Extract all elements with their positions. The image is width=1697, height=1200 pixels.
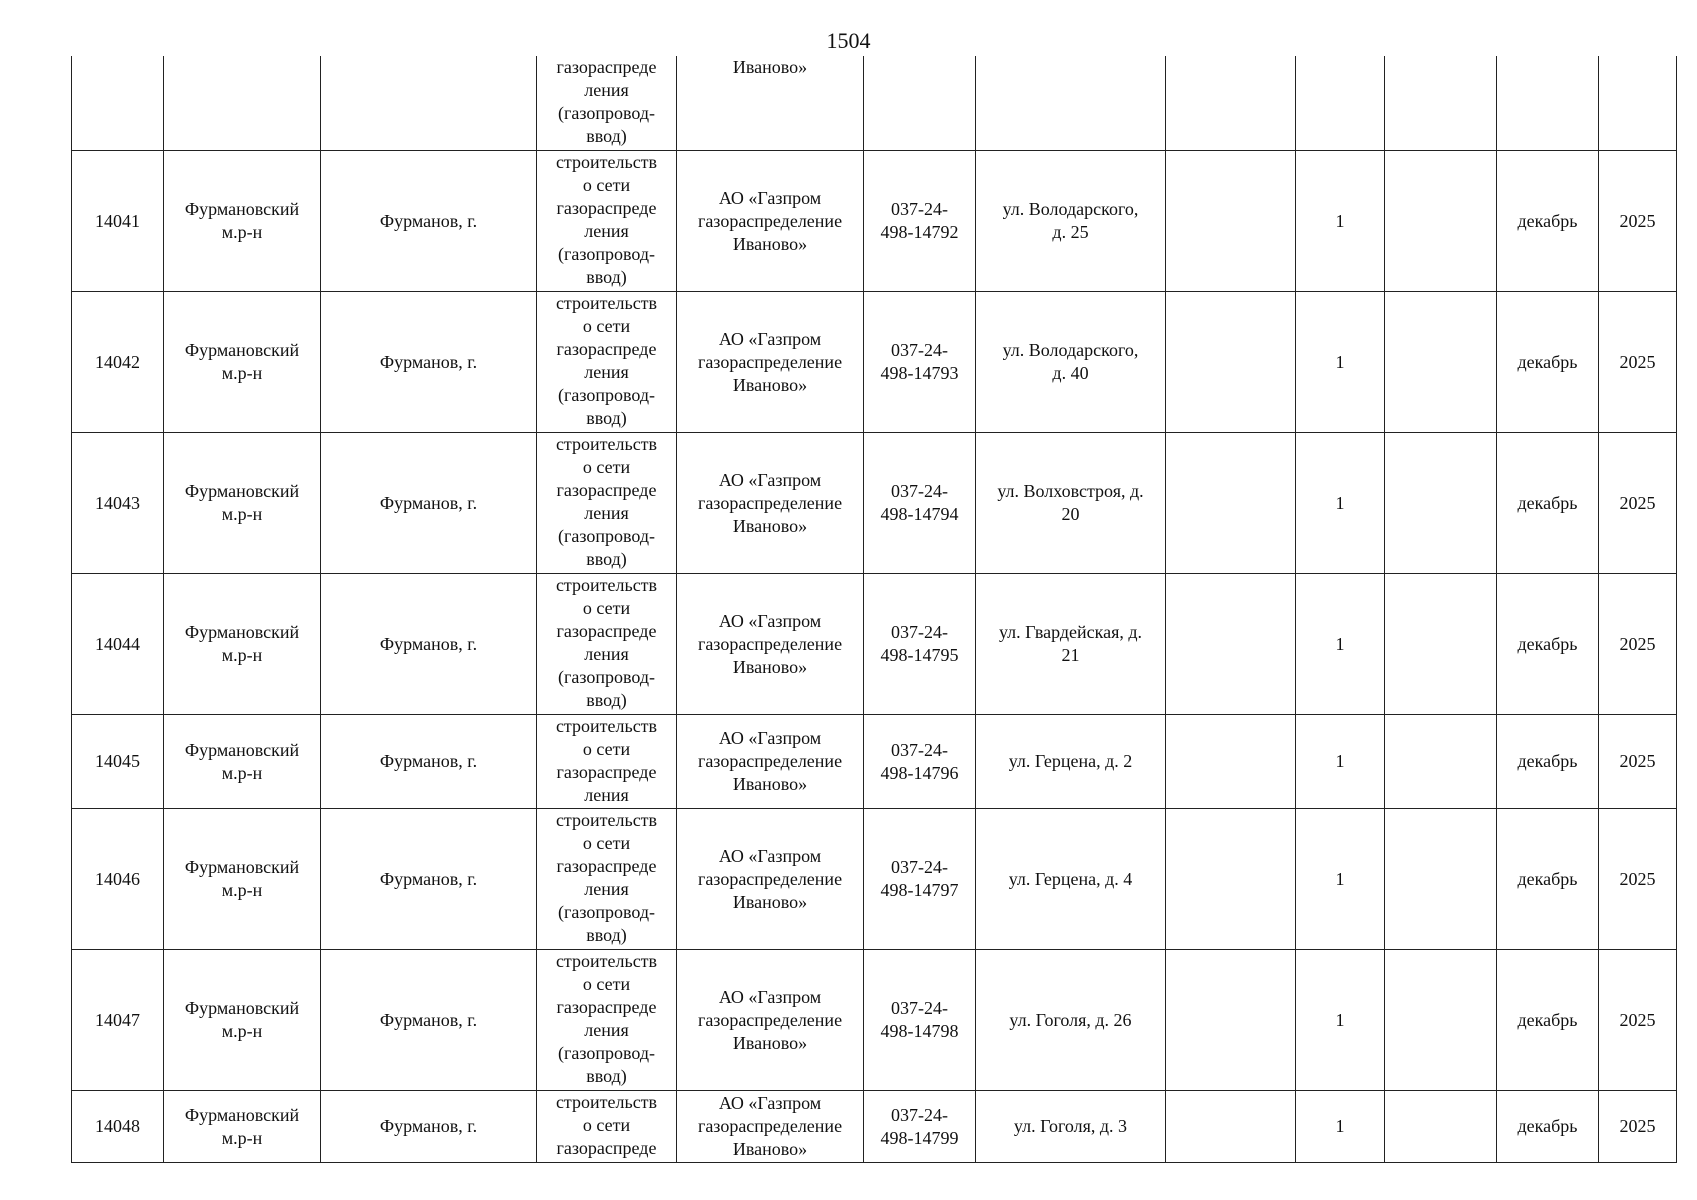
cell-district: Фурмановский м.р-н: [164, 574, 321, 715]
cell-city: Фурманов, г.: [321, 809, 537, 950]
cell-month: декабрь: [1497, 715, 1599, 809]
cell-month: декабрь: [1497, 433, 1599, 574]
cell-month: декабрь: [1497, 151, 1599, 292]
cell-district: Фурмановский м.р-н: [164, 292, 321, 433]
cell-address: ул. Волховстроя, д. 20: [976, 433, 1166, 574]
cell-year: 2025: [1599, 950, 1677, 1091]
cell-id: 14048: [72, 1091, 164, 1163]
cell-address: ул. Герцена, д. 2: [976, 715, 1166, 809]
cell-code: 037-24- 498-14797: [864, 809, 976, 950]
cell-extra: [1166, 1091, 1296, 1163]
cell-month: декабрь: [1497, 950, 1599, 1091]
cell-code: [864, 56, 976, 151]
cell-work: строительств о сети газораспреде ления (газопровод- ввод): [537, 809, 677, 950]
cell-address: ул. Гоголя, д. 3: [976, 1091, 1166, 1163]
cell-city: Фурманов, г.: [321, 433, 537, 574]
cell-address: ул. Володарского, д. 40: [976, 292, 1166, 433]
cell-note: [1385, 574, 1497, 715]
cell-city: Фурманов, г.: [321, 151, 537, 292]
cell-extra: [1166, 574, 1296, 715]
cell-code: 037-24- 498-14792: [864, 151, 976, 292]
cell-extra: [1166, 151, 1296, 292]
cell-district: Фурмановский м.р-н: [164, 950, 321, 1091]
cell-qty: 1: [1296, 151, 1385, 292]
table-body: [72, 56, 1677, 1163]
cell-address: ул. Гвардейская, д. 21: [976, 574, 1166, 715]
cell-year: 2025: [1599, 1091, 1677, 1163]
cell-qty: 1: [1296, 1091, 1385, 1163]
cell-qty: 1: [1296, 715, 1385, 809]
cell-note: [1385, 1091, 1497, 1163]
cell-city: Фурманов, г.: [321, 292, 537, 433]
cell-code: 037-24- 498-14796: [864, 715, 976, 809]
cell-id: 14046: [72, 809, 164, 950]
cell-district: Фурмановский м.р-н: [164, 433, 321, 574]
cell-address: ул. Володарского, д. 25: [976, 151, 1166, 292]
table-row: [72, 574, 1677, 715]
cell-month: декабрь: [1497, 1091, 1599, 1163]
cell-id: 14041: [72, 151, 164, 292]
cell-org: АО «Газпром газораспределение Иваново»: [677, 151, 864, 292]
register-table: [71, 56, 1677, 1163]
table-row: [72, 809, 1677, 950]
cell-org: Иваново»: [677, 56, 864, 151]
cell-org: АО «Газпром газораспределение Иваново»: [677, 950, 864, 1091]
cell-extra: [1166, 809, 1296, 950]
cell-org: АО «Газпром газораспределение Иваново»: [677, 715, 864, 809]
cell-org: АО «Газпром газораспределение Иваново»: [677, 1091, 864, 1163]
cell-year: [1599, 56, 1677, 151]
cell-city: Фурманов, г.: [321, 950, 537, 1091]
cell-note: [1385, 715, 1497, 809]
cell-qty: [1296, 56, 1385, 151]
table-row: [72, 715, 1677, 809]
cell-code: 037-24- 498-14798: [864, 950, 976, 1091]
cell-code: 037-24- 498-14795: [864, 574, 976, 715]
cell-work: строительств о сети газораспреде ления (газопровод- ввод): [537, 950, 677, 1091]
cell-id: 14042: [72, 292, 164, 433]
cell-work: строительств о сети газораспреде ления (газопровод- ввод): [537, 433, 677, 574]
cell-id: 14044: [72, 574, 164, 715]
cell-city: Фурманов, г.: [321, 715, 537, 809]
cell-org: АО «Газпром газораспределение Иваново»: [677, 433, 864, 574]
cell-year: 2025: [1599, 715, 1677, 809]
cell-year: 2025: [1599, 433, 1677, 574]
cell-month: [1497, 56, 1599, 151]
cell-work: строительств о сети газораспреде ления (газопровод- ввод): [537, 151, 677, 292]
cell-note: [1385, 292, 1497, 433]
table-row: [72, 292, 1677, 433]
cell-extra: [1166, 433, 1296, 574]
table-row: [72, 433, 1677, 574]
cell-year: 2025: [1599, 574, 1677, 715]
cell-year: 2025: [1599, 292, 1677, 433]
cell-id: [72, 56, 164, 151]
cell-district: Фурмановский м.р-н: [164, 151, 321, 292]
cell-org: АО «Газпром газораспределение Иваново»: [677, 574, 864, 715]
cell-qty: 1: [1296, 292, 1385, 433]
cell-district: Фурмановский м.р-н: [164, 1091, 321, 1163]
cell-id: 14047: [72, 950, 164, 1091]
cell-address: ул. Герцена, д. 4: [976, 809, 1166, 950]
cell-note: [1385, 151, 1497, 292]
table-row: [72, 1091, 1677, 1163]
cell-extra: [1166, 715, 1296, 809]
cell-extra: [1166, 292, 1296, 433]
cell-district: [164, 56, 321, 151]
cell-code: 037-24- 498-14794: [864, 433, 976, 574]
cell-qty: 1: [1296, 574, 1385, 715]
cell-month: декабрь: [1497, 292, 1599, 433]
cell-qty: 1: [1296, 809, 1385, 950]
cell-qty: 1: [1296, 433, 1385, 574]
cell-extra: [1166, 950, 1296, 1091]
cell-id: 14045: [72, 715, 164, 809]
table-row: [72, 950, 1677, 1091]
cell-note: [1385, 56, 1497, 151]
cell-code: 037-24- 498-14799: [864, 1091, 976, 1163]
cell-month: декабрь: [1497, 809, 1599, 950]
cell-year: 2025: [1599, 151, 1677, 292]
cell-month: декабрь: [1497, 574, 1599, 715]
cell-year: 2025: [1599, 809, 1677, 950]
cell-extra: [1166, 56, 1296, 151]
cell-work: строительств о сети газораспреде ления (газопровод- ввод): [537, 292, 677, 433]
cell-work: строительств о сети газораспреде ления: [537, 715, 677, 809]
cell-city: Фурманов, г.: [321, 574, 537, 715]
table-row-continuation: [72, 56, 1677, 151]
table-row: [72, 151, 1677, 292]
cell-org: АО «Газпром газораспределение Иваново»: [677, 809, 864, 950]
cell-note: [1385, 950, 1497, 1091]
cell-work: газораспреде ления (газопровод- ввод): [537, 56, 677, 151]
cell-address: [976, 56, 1166, 151]
cell-qty: 1: [1296, 950, 1385, 1091]
cell-org: АО «Газпром газораспределение Иваново»: [677, 292, 864, 433]
cell-work: строительств о сети газораспреде ления (газопровод- ввод): [537, 574, 677, 715]
cell-code: 037-24- 498-14793: [864, 292, 976, 433]
page-number: 1504: [826, 28, 871, 53]
cell-city: Фурманов, г.: [321, 1091, 537, 1163]
cell-work: строительств о сети газораспреде: [537, 1091, 677, 1163]
cell-district: Фурмановский м.р-н: [164, 809, 321, 950]
cell-note: [1385, 809, 1497, 950]
cell-city: [321, 56, 537, 151]
cell-address: ул. Гоголя, д. 26: [976, 950, 1166, 1091]
cell-district: Фурмановский м.р-н: [164, 715, 321, 809]
cell-note: [1385, 433, 1497, 574]
cell-id: 14043: [72, 433, 164, 574]
